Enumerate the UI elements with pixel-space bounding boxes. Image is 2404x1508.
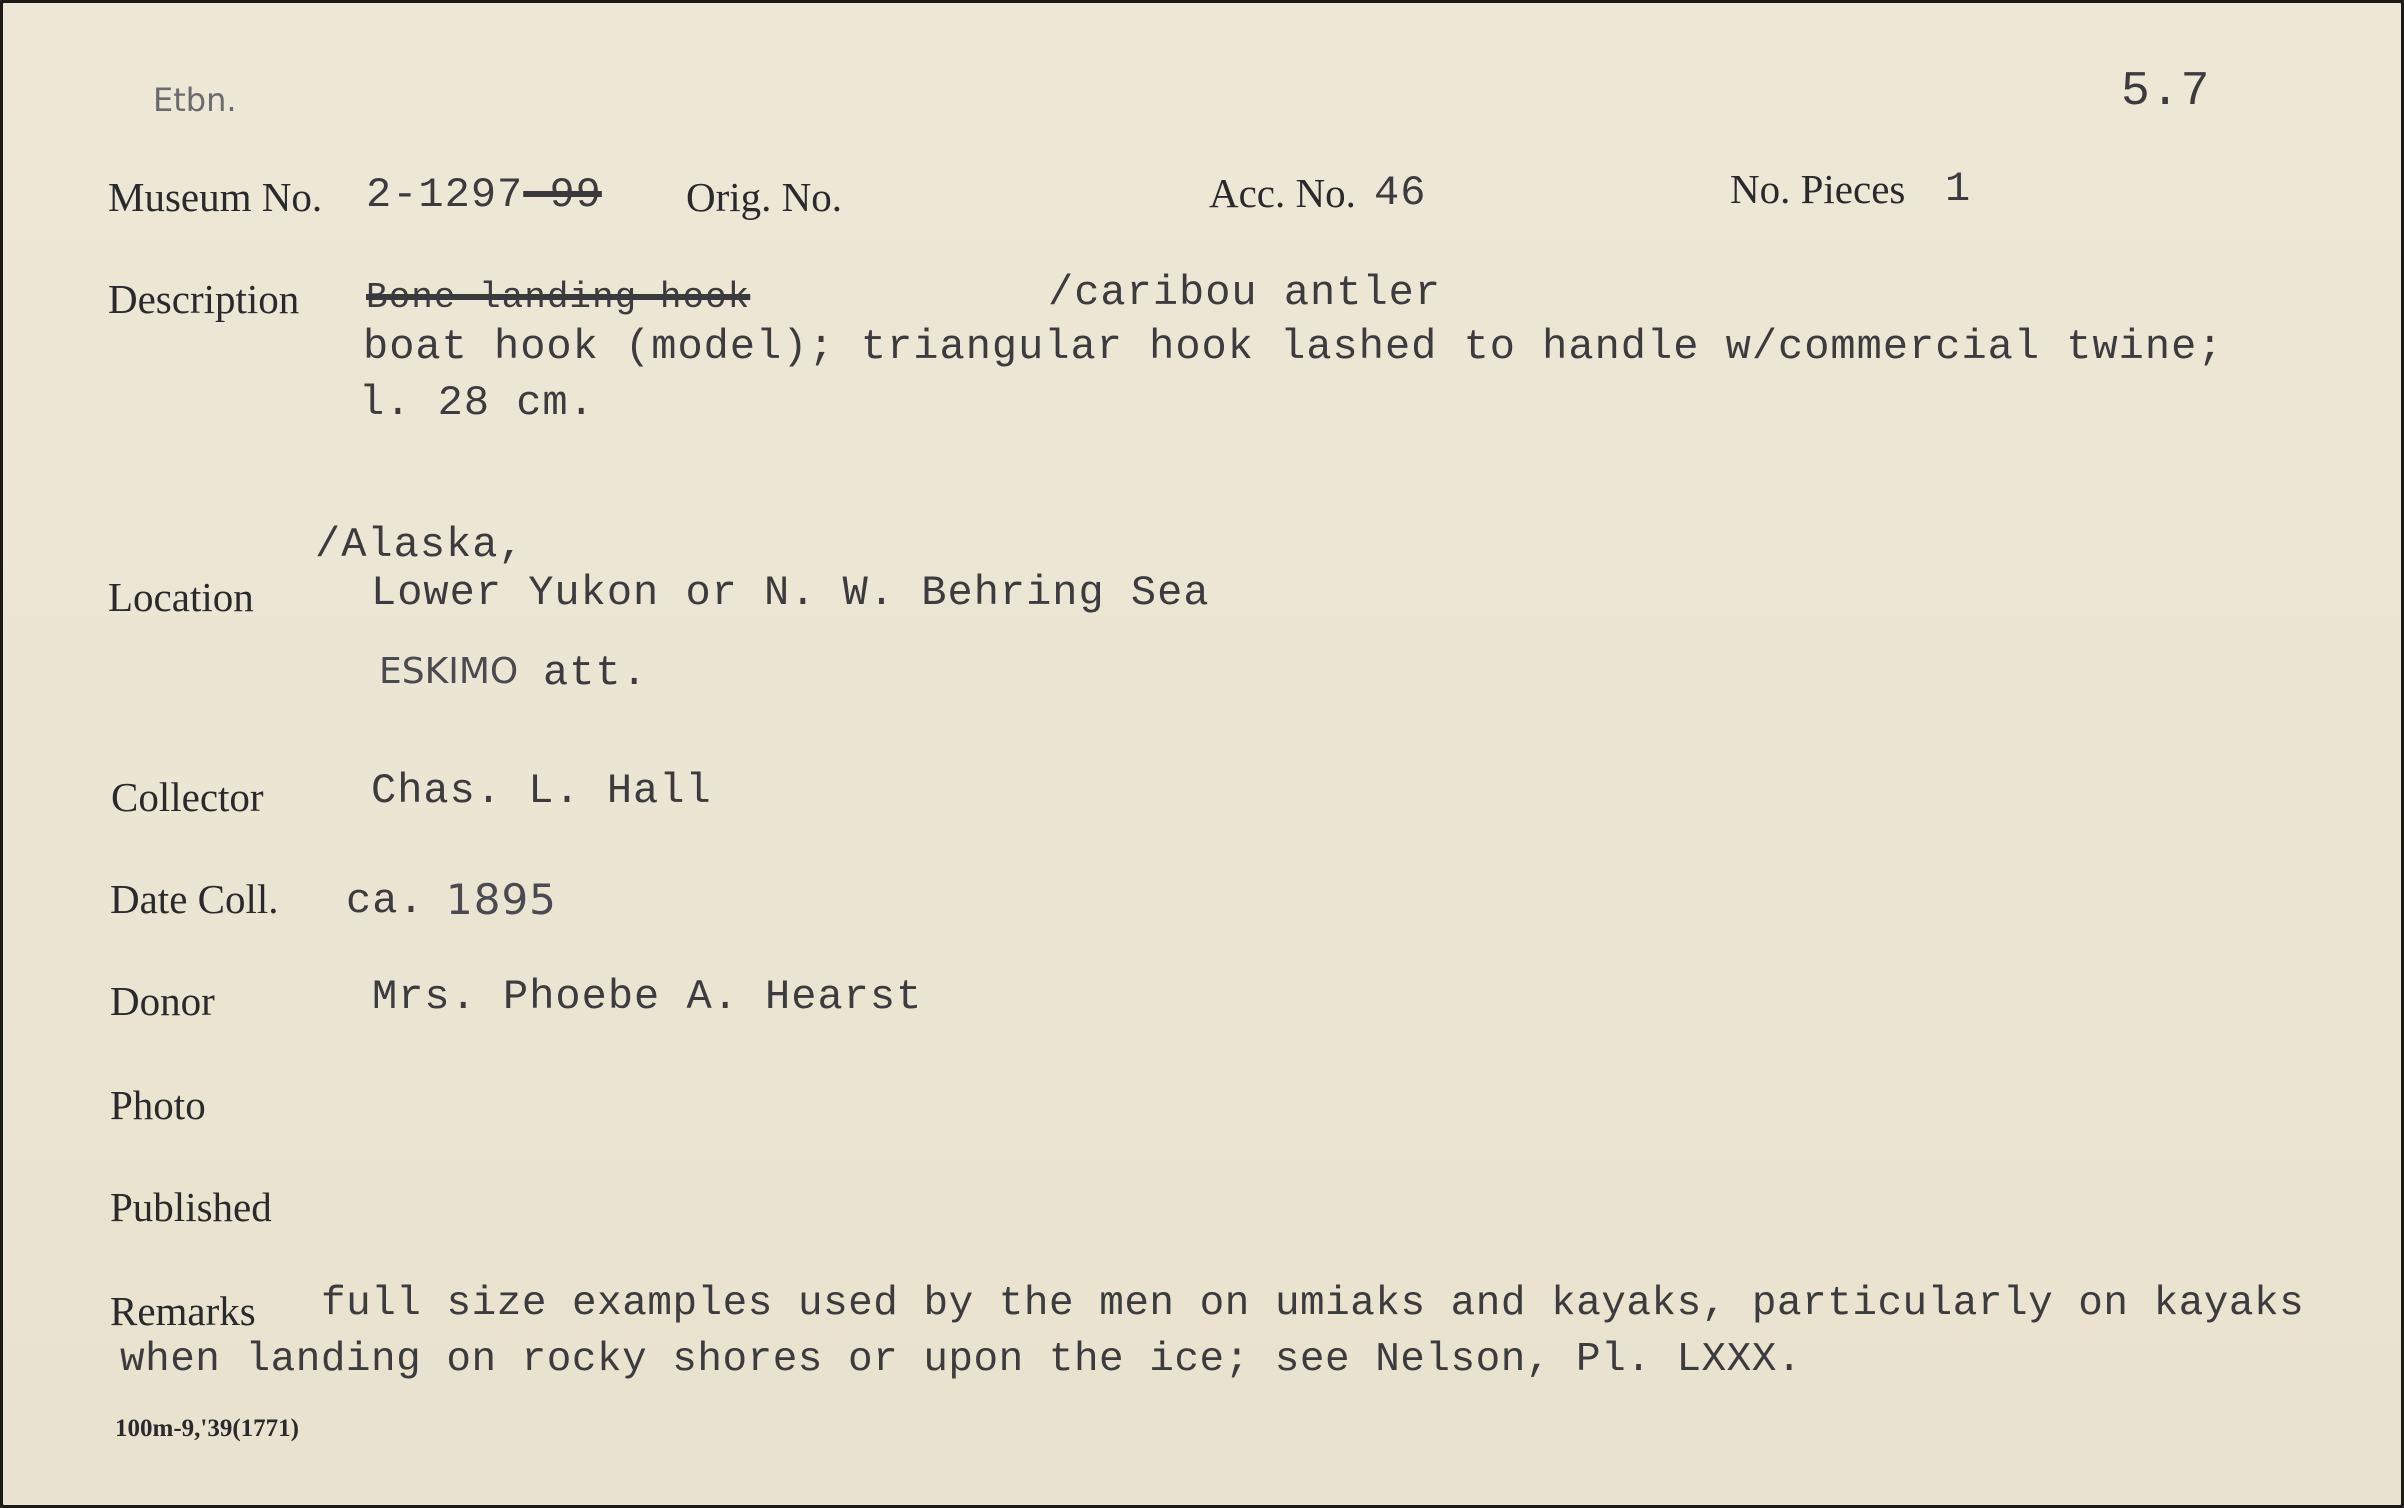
print-code: 100m-9,'39(1771) [115,1415,299,1442]
description-line-2: l. 28 cm. [359,379,595,427]
category-stamp: Etbn. [153,81,237,119]
collector-label: Collector [111,774,264,820]
museum-no-field [366,171,602,219]
museum-no-struck-suffix: -99 [523,171,602,219]
collector-value: Chas. L. Hall [371,767,712,815]
description-label: Description [108,276,300,322]
museum-no-value: 2-1297 [366,171,524,219]
culture-stamp: ESKIMO [379,651,519,692]
museum-no-label: Museum No. [108,174,323,220]
description-insert: /caribou antler [1048,269,1442,317]
location-label: Location [108,574,254,620]
published-label: Published [110,1184,272,1230]
description-struck-text: Bone landing hook [366,277,751,318]
no-pieces-label: No. Pieces [1730,166,1906,212]
donor-value: Mrs. Phoebe A. Hearst [372,973,923,1021]
remarks-line-1: full size examples used by the men on umiaks and kayaks, particularly on kayaks [321,1281,2305,1327]
photo-label: Photo [110,1082,206,1128]
acc-no-value: 46 [1374,169,1427,217]
orig-no-label: Orig. No. [686,174,843,220]
date-coll-year: 1895 [446,875,557,924]
no-pieces-value: 1 [1945,165,1972,213]
remarks-line-2: when landing on rocky shores or upon the ice; see Nelson, Pl. LXXX. [120,1337,1802,1383]
remarks-label: Remarks [110,1288,256,1334]
date-coll-label: Date Coll. [110,876,279,922]
location-value: Lower Yukon or N. W. Behring Sea [371,569,1210,617]
culture-suffix: att. [543,649,648,697]
acc-no-label: Acc. No. [1209,170,1356,216]
description-line-1: boat hook (model); triangular hook lashed to handle w/commercial twine; [363,323,2224,371]
location-insert: /Alaska, [315,521,525,569]
date-coll-prefix: ca. [346,877,425,925]
donor-label: Donor [110,978,215,1024]
page-reference: 5.7 [2121,65,2211,119]
